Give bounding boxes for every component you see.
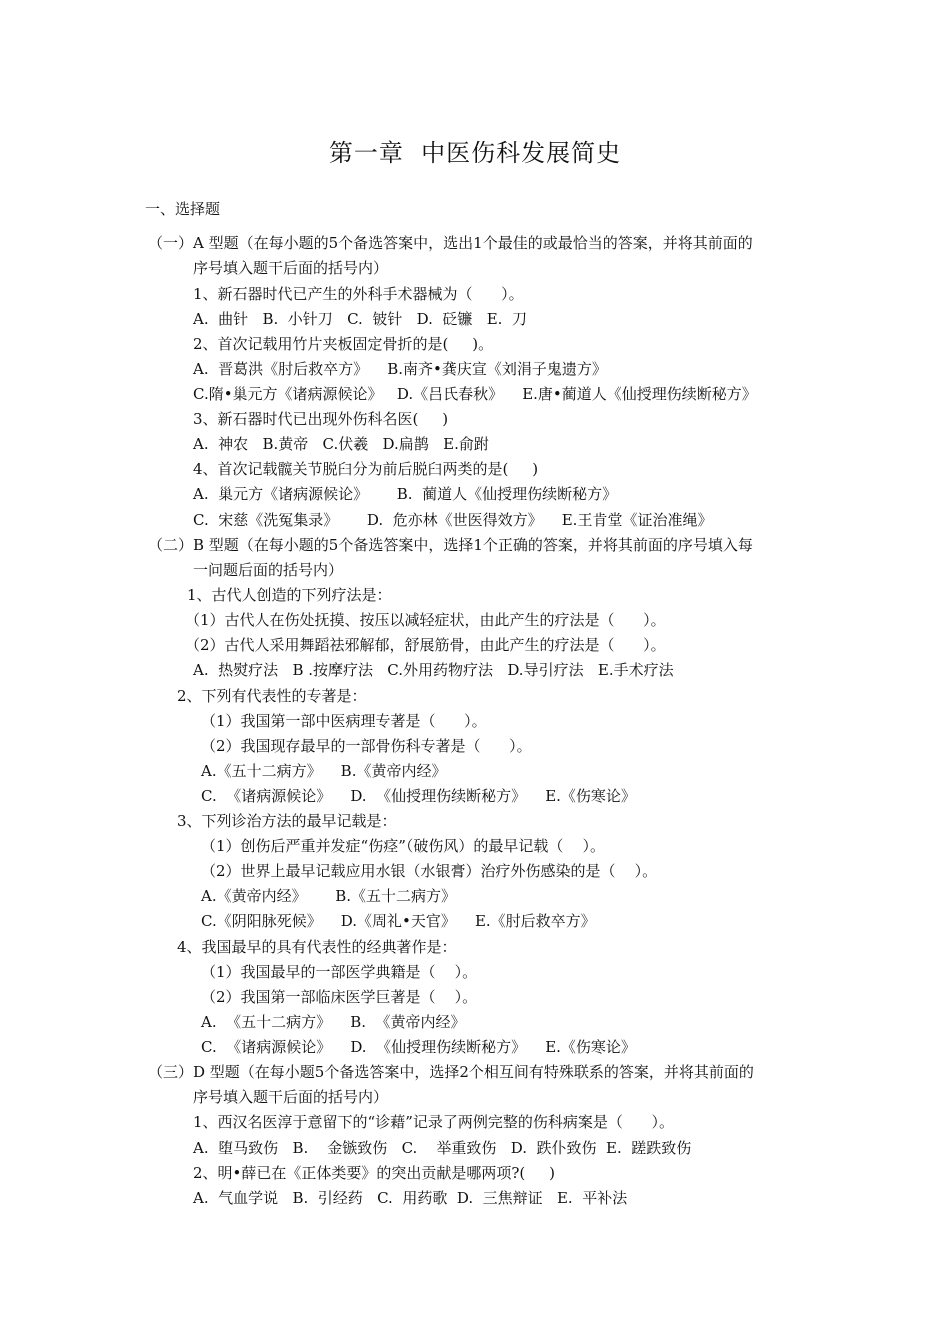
- text-line: 1、新石器时代已产生的外科手术器械为（ ）。: [193, 285, 524, 303]
- text-line: 序号填入题干后面的括号内）: [193, 1088, 389, 1106]
- text-line: （1）我国最早的一部医学典籍是（ ）。: [201, 963, 478, 981]
- text-line: C.《阴阳脉死候》 D.《周礼•天官》 E.《肘后救卒方》: [201, 912, 596, 930]
- text-line: （三）D 型题（在每小题5个备选答案中，选择2个相互间有特殊联系的答案，并将其前面的: [148, 1063, 754, 1081]
- text-line: A. 曲针 B. 小针刀 C. 铍针 D. 砭镰 E. 刀: [193, 310, 527, 328]
- text-line: （2）世界上最早记载应用水银（水银膏）治疗外伤感染的是（ ）。: [201, 862, 658, 880]
- text-line: （二）B 型题（在每小题的5个备选答案中，选择1个正确的答案，并将其前面的序号填入每: [148, 536, 753, 554]
- text-line: 2、首次记载用竹片夹板固定骨折的是( )。: [193, 335, 494, 353]
- text-line: C. 宋慈《洗冤集录》 D. 危亦林《世医得效方》 E.王肯堂《证治准绳》: [193, 511, 713, 529]
- text-line: A. 堕马致伤 B. 金镞致伤 C. 举重致伤 D. 跌仆致伤 E. 蹉跌致伤: [193, 1139, 692, 1157]
- text-line: 1、西汉名医淳于意留下的“诊藉”记录了两例完整的伤科病案是（ ）。: [193, 1113, 674, 1131]
- text-line: 3、下列诊治方法的最早记载是：: [177, 812, 397, 830]
- text-line: （2）我国现存最早的一部骨伤科专著是（ ）。: [201, 737, 532, 755]
- text-line: 3、新石器时代已出现外伤科名医( ): [193, 410, 449, 428]
- text-line: 序号填入题干后面的括号内）: [193, 259, 389, 277]
- text-line: A.《黄帝内经》 B.《五十二病方》: [201, 887, 457, 905]
- text-line: 1、古代人创造的下列疗法是：: [187, 586, 392, 604]
- text-line: C. 《诸病源候论》 D. 《仙授理伤续断秘方》 E.《伤寒论》: [201, 1038, 636, 1056]
- text-line: A.《五十二病方》 B.《黄帝内经》: [201, 762, 447, 780]
- text-line: A. 巢元方《诸病源候论》 B. 蔺道人《仙授理伤续断秘方》: [193, 485, 618, 503]
- text-line: A. 晋葛洪《肘后救卒方》 B.南齐•龚庆宣《刘涓子鬼遗方》: [193, 360, 607, 378]
- text-line: 2、下列有代表性的专著是：: [177, 687, 367, 705]
- text-line: A. 《五十二病方》 B. 《黄帝内经》: [201, 1013, 466, 1031]
- text-line: 一问题后面的括号内）: [193, 561, 344, 579]
- chapter-title: 第一章 中医伤科发展简史: [328, 139, 622, 167]
- text-line: （1）古代人在伤处抚摸、按压以减轻症状，由此产生的疗法是（ ）。: [185, 611, 666, 629]
- text-line: 一、选择题: [145, 200, 221, 218]
- text-line: 4、我国最早的具有代表性的经典著作是：: [177, 938, 457, 956]
- text-line: （2）我国第一部临床医学巨著是（ ）。: [201, 988, 478, 1006]
- text-line: （1）创伤后严重并发症“伤痉”（破伤风）的最早记载（ ）。: [201, 837, 605, 855]
- text-line: A. 气血学说 B. 引经药 C. 用药歌 D. 三焦辩证 E. 平补法: [193, 1189, 628, 1207]
- text-line: 4、首次记载髋关节脱臼分为前后脱臼两类的是( ): [193, 460, 539, 478]
- text-line: A. 神农 B.黄帝 C.伏羲 D.扁鹊 E.俞跗: [193, 435, 489, 453]
- text-line: A. 热熨疗法 B .按摩疗法 C.外用药物疗法 D.导引疗法 E.手术疗法: [193, 661, 674, 679]
- text-line: C. 《诸病源候论》 D. 《仙授理伤续断秘方》 E.《伤寒论》: [201, 787, 636, 805]
- text-line: （1）我国第一部中医病理专著是（ ）。: [201, 712, 487, 730]
- text-line: 2、明•薛已在《正体类要》的突出贡献是哪两项?( ): [193, 1164, 555, 1182]
- text-line: C.隋•巢元方《诸病源候论》 D.《吕氏春秋》 E.唐•蔺道人《仙授理伤续断秘方》: [193, 385, 757, 403]
- text-line: （2）古代人采用舞蹈祛邪解郁，舒展筋骨，由此产生的疗法是（ ）。: [185, 636, 666, 654]
- text-line: （一）A 型题（在每小题的5个备选答案中，选出1个最佳的或最恰当的答案，并将其前面的: [148, 234, 753, 252]
